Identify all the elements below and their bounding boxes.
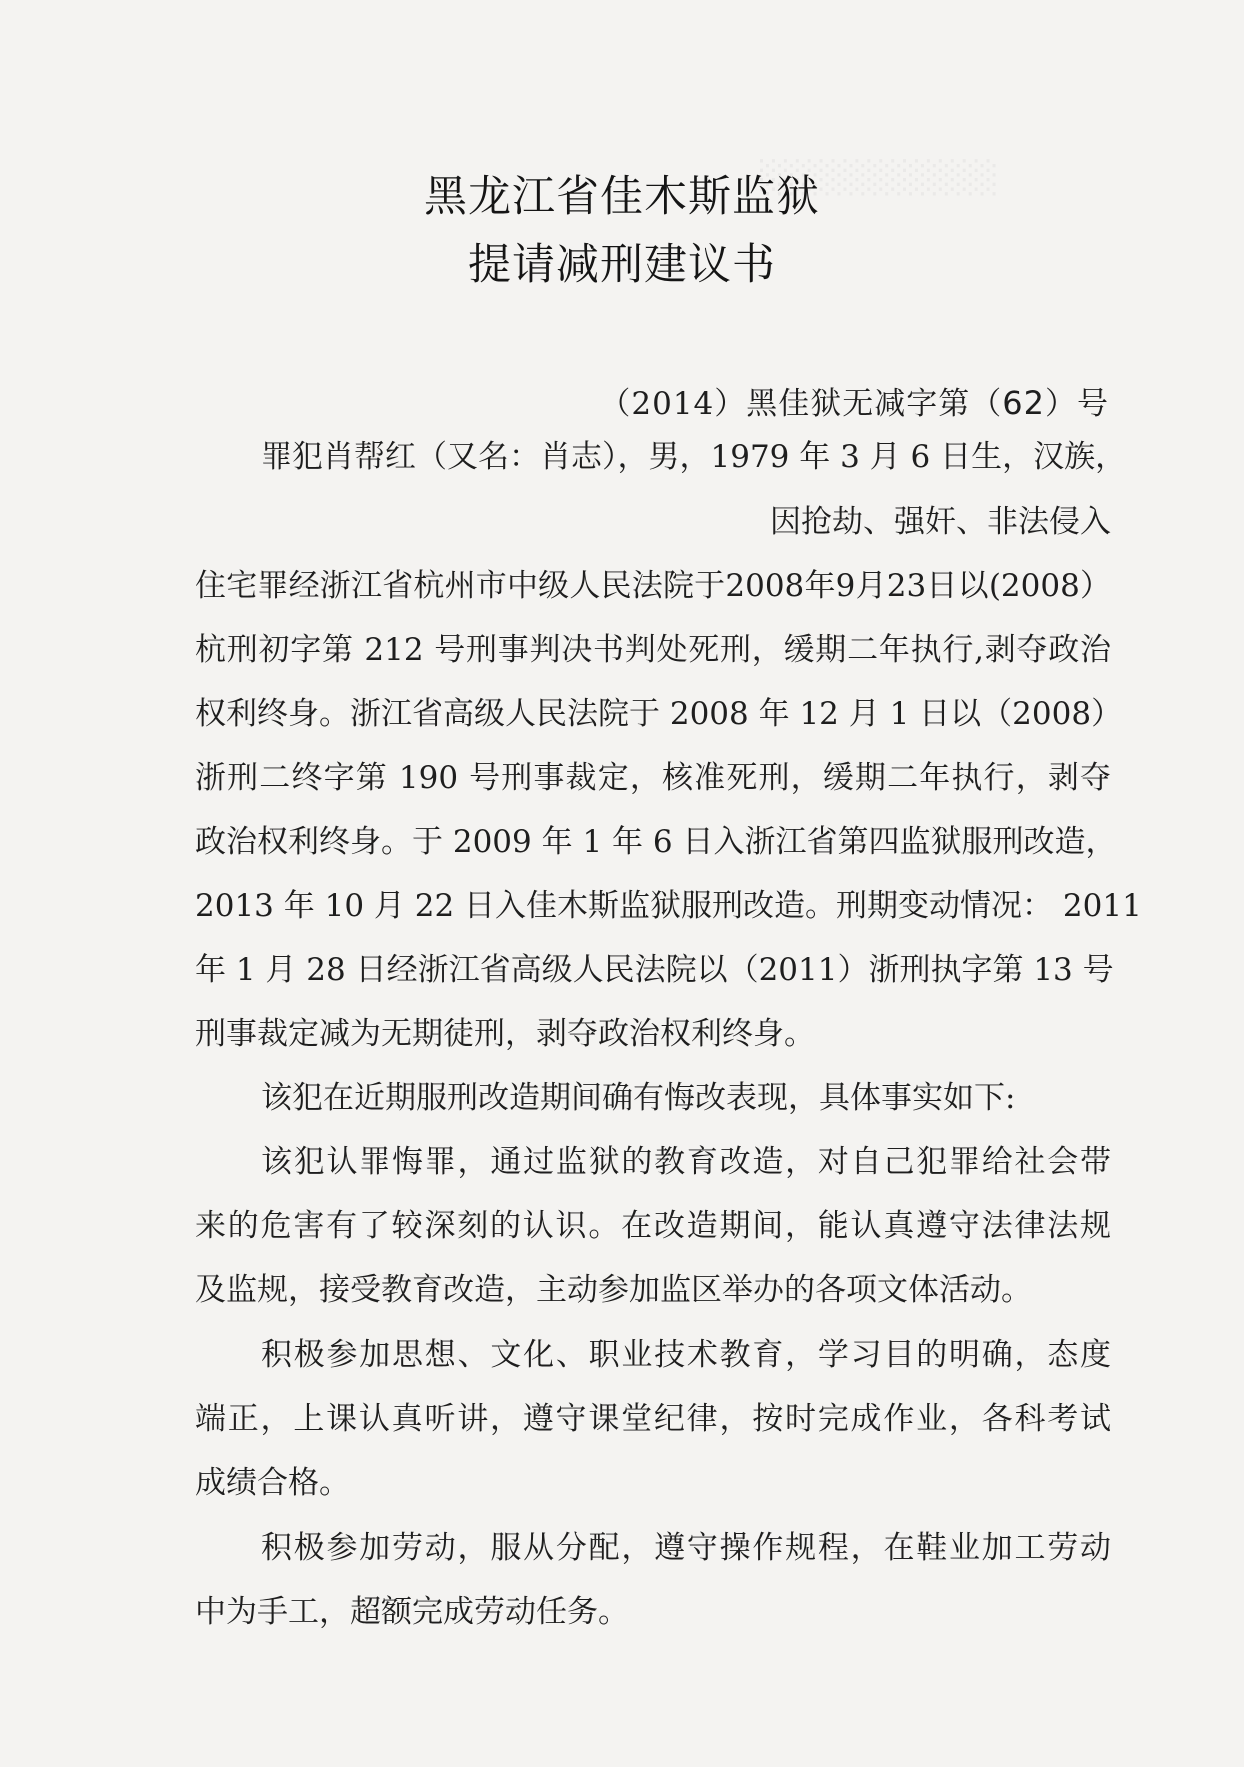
document-number xyxy=(599,378,1109,423)
document-number-value: 62 xyxy=(1002,384,1045,422)
body-line: 杭刑初字第 212 号刑事判决书判处死刑，缓期二年执行,剥夺政治 xyxy=(195,632,1111,668)
body-line: 该犯在近期服刑改造期间确有悔改表现，具体事实如下: xyxy=(261,1080,1016,1116)
body-line: 权利终身。浙江省高级人民法院于 2008 年 12 月 1 日以（2008） xyxy=(195,696,1123,732)
body-line: 积极参加思想、文化、职业技术教育，学习目的明确，态度 xyxy=(261,1337,1111,1373)
body-line: 该犯认罪悔罪，通过监狱的教育改造，对自己犯罪给社会带 xyxy=(261,1144,1111,1180)
body-line: 年 1 月 28 日经浙江省高级人民法院以（2011）浙刑执字第 13 号 xyxy=(195,952,1114,988)
body-line: 来的危害有了较深刻的认识。在改造期间，能认真遵守法律法规 xyxy=(195,1208,1111,1244)
document-title-line2: 提请减刑建议书 xyxy=(468,240,776,290)
body-line: 2013 年 10 月 22 日入佳木斯监狱服刑改造。刑期变动情况： 2011 xyxy=(195,888,1142,924)
body-line: 浙刑二终字第 190 号刑事裁定，核准死刑，缓期二年执行，剥夺 xyxy=(195,760,1111,796)
body-line: 积极参加劳动，服从分配，遵守操作规程，在鞋业加工劳动 xyxy=(261,1530,1111,1566)
body-line: 政治权利终身。于 2009 年 1 年 6 日入浙江省第四监狱服刑改造， xyxy=(195,824,1117,860)
body-line: 成绩合格。 xyxy=(195,1465,350,1501)
document-number-suffix: ）号 xyxy=(1045,386,1109,422)
document-title-line1: 黑龙江省佳木斯监狱 xyxy=(424,172,820,222)
body-line: 及监规，接受教育改造，主动参加监区举办的各项文体活动。 xyxy=(195,1272,1032,1308)
body-line: 因抢劫、强奸、非法侵入 xyxy=(770,504,1111,540)
body-line: 住宅罪经浙江省杭州市中级人民法院于2008年9月23日以(2008） xyxy=(195,568,1111,604)
body-line: 罪犯肖帮红（又名：肖志），男，1979 年 3 月 6 日生，汉族， xyxy=(261,439,1127,475)
bleed-through-text: ░░░░░░░░░░ xyxy=(760,160,999,196)
document-number-prefix: （2014）黑佳狱无减字第（ xyxy=(599,386,1003,422)
body-line: 端正，上课认真听讲，遵守课堂纪律，按时完成作业，各科考试 xyxy=(195,1401,1111,1437)
body-line: 刑事裁定减为无期徒刑，剥夺政治权利终身。 xyxy=(195,1016,815,1052)
body-line: 中为手工，超额完成劳动任务。 xyxy=(195,1594,629,1630)
